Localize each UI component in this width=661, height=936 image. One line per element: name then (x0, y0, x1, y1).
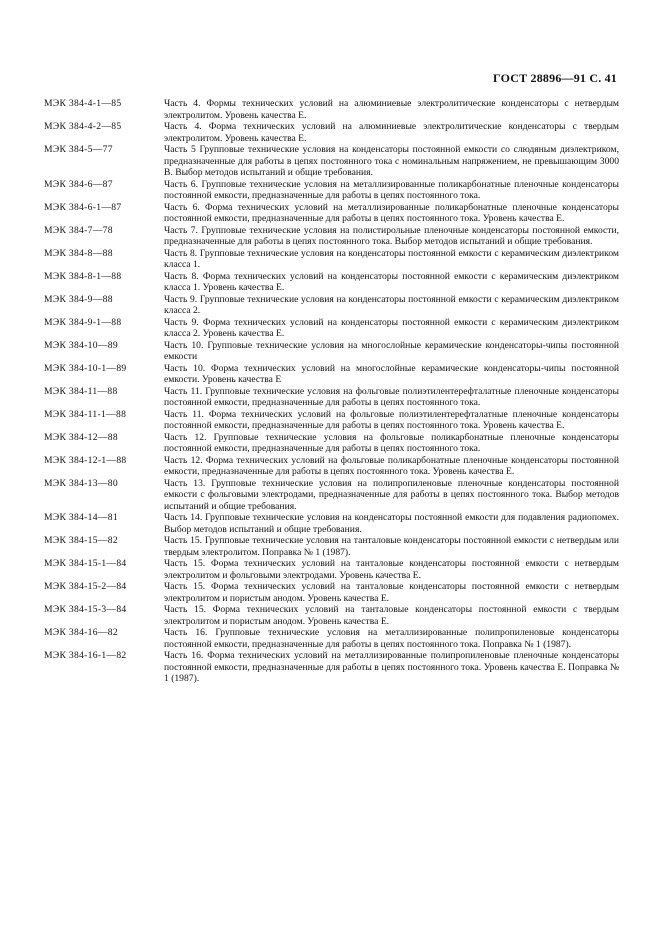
standard-description: Часть 12. Форма технических условий на фольговые поликарбонатные пленочные конденсаторы постоянной емкости, предназначенные для работы в цепях постоянного тока. Уровень качества Е. (164, 454, 619, 477)
standard-description: Часть 8. Групповые технические условия на конденсаторы постоянной емкости с керамическим диэлектриком класса 1. (164, 247, 619, 270)
list-item (44, 363, 619, 386)
standard-description: Часть 10. Форма технических условий на многослойные керамические конденсаторы-чипы постоянной емкости. Уровень качества Е (164, 362, 619, 385)
list-item (44, 271, 619, 294)
list-item (44, 432, 619, 455)
standard-code: МЭК 384-4-2—85 (44, 121, 122, 132)
list-item (44, 144, 619, 179)
list-item (44, 340, 619, 363)
list-item (44, 202, 619, 225)
standard-code: МЭК 384-16-1—82 (44, 650, 127, 661)
standard-description: Часть 12. Групповые технические условия на фольговые поликарбонатные пленочные конденсаторы постоянной емкости, предназначенные для работы в цепях постоянного тока. (164, 431, 619, 454)
standard-code: МЭК 384-7—78 (44, 224, 113, 236)
standard-code: МЭК 384-16—82 (44, 627, 118, 638)
standard-code: МЭК 384-15-3—84 (44, 604, 127, 615)
list-item (44, 386, 619, 409)
standard-description: Часть 14. Групповые технические условия на конденсаторы постоянной емкости для подавления радиопомех. Выбор методов испытаний и общие требования. (164, 512, 619, 535)
list-item (44, 535, 619, 558)
list-item (44, 248, 619, 271)
list-item (44, 294, 619, 317)
list-item (44, 317, 619, 340)
list-item (44, 650, 619, 685)
list-item (44, 627, 619, 650)
standard-code: МЭК 384-14—81 (44, 512, 118, 523)
standard-code: МЭК 384-15—82 (44, 535, 118, 546)
standard-description: Часть 4. Форма технических условий на алюминиевые электролитические конденсаторы с твердым электролитом. Уровень качества Е. (164, 121, 619, 144)
standards-list (44, 98, 619, 685)
standard-code: МЭК 384-8-1—88 (44, 270, 122, 282)
list-item (44, 225, 619, 248)
standard-description: Часть 5 Групповые технические условия на конденсаторы постоянной емкости со слюдяным диэлектриком, предназначенные для работы в цепях постоянного тока с номинальным напряжением, не превышающим 3000 В. Выбор методов испытаний и общие требования. (164, 144, 619, 178)
list-item (44, 409, 619, 432)
standard-description: Часть 6. Групповые технические условия на металлизированные поликарбонатные пленочные конденсаторы постоянной емкости, предназначенные для работы в цепях постоянного тока. (164, 178, 619, 201)
standard-code: МЭК 384-12-1—88 (44, 454, 127, 466)
standard-description: Часть 13. Групповые технические условия на полипропиленовые пленочные конденсаторы постоянной емкости с фольговыми электродами, предназначенные для работы в цепях постоянного тока. Выбор методов испытаний и общие требования. (164, 477, 619, 512)
standard-description: Часть 11. Форма технических условий на фольговые полиэтилентерефталатные пленочные конденсаторы постоянной емкости, предназначенные для работы в цепях постоянного тока. Уровень качества Е. (164, 408, 619, 431)
standard-code: МЭК 384-6—87 (44, 178, 113, 190)
standard-description: Часть 15. Групповые технические условия на танталовые конденсаторы постоянной емкости с нетвердым или твердым электролитом. Поправка № 1 (1987). (164, 535, 619, 558)
standard-description: Часть 8. Форма технических условий на конденсаторы постоянной емкости с керамическим диэлектриком класса 1. Уровень качества Е. (164, 270, 619, 293)
list-item (44, 179, 619, 202)
page-header: ГОСТ 28896—91 С. 41 (493, 71, 617, 85)
list-item (44, 478, 619, 513)
standard-description: Часть 15. Форма технических условий на танталовые конденсаторы постоянной емкости с твердым электролитом и пористым анодом. Уровень качества Е. (164, 604, 619, 627)
standard-code: МЭК 384-11-1—88 (44, 408, 127, 420)
standard-description: Часть 6. Форма технических условий на металлизированные поликарбонатные пленочные конденсаторы постоянной емкости, предназначенные для работы в цепях постоянного тока. Уровень качества Е. (164, 201, 619, 224)
standard-description: Часть 10. Групповые технические условия на многослойные керамические конденсаторы-чипы постоянной емкости (164, 339, 619, 362)
standard-code: МЭК 384-15-1—84 (44, 558, 127, 569)
standard-code: МЭК 384-8—88 (44, 247, 113, 259)
standard-code: МЭК 384-13—80 (44, 477, 118, 489)
standard-description: Часть 16. Групповые технические условия на металлизированные полипропиленовые конденсаторы постоянной емкости, предназначенные для работы в цепях постоянного тока. Поправка № 1 (1987). (164, 627, 619, 650)
standard-description: Часть 15. Форма технических условий на танталовые конденсаторы постоянной емкости с нетвердым электролитом и пористым анодом. Уровень качества Е. (164, 581, 619, 604)
list-item (44, 512, 619, 535)
standard-description: Часть 9. Групповые технические условия на конденсаторы постоянной емкости с керамическим диэлектриком класса 2. (164, 293, 619, 316)
standard-code: МЭК 384-5—77 (44, 144, 113, 155)
standard-description: Часть 4. Формы технических условий на алюминиевые электролитические конденсаторы с нетвердым электролитом. Уровень качества Е. (164, 98, 619, 121)
standard-description: Часть 9. Форма технических условий на конденсаторы постоянной емкости с керамическим диэлектриком класса 2. Уровень качества Е. (164, 316, 619, 339)
standard-description: Часть 11. Групповые технические условия на фольговые полиэтилентерефталатные пленочные конденсаторы постоянной емкости, предназначенные для работы в цепях постоянного тока. (164, 385, 619, 408)
list-item (44, 558, 619, 581)
standard-description: Часть 15. Форма технических условий на танталовые конденсаторы постоянной емкости с нетвердым электролитом и фольговыми электродами. Уровень качества Е. (164, 558, 619, 581)
list-item (44, 604, 619, 627)
standard-code: МЭК 384-10-1—89 (44, 362, 127, 374)
standard-description: Часть 16. Форма технических условий на металлизированные полипропиленовые пленочные конденсаторы постоянной емкости, предназначенные для работы в цепях постоянного тока. Уровень качества Е. Поправка № 1 (1987). (164, 650, 619, 684)
standard-code: МЭК 384-10—89 (44, 339, 118, 351)
standard-code: МЭК 384-11—88 (44, 385, 118, 397)
list-item (44, 98, 619, 121)
standard-code: МЭК 384-15-2—84 (44, 581, 127, 592)
standard-code: МЭК 384-6-1—87 (44, 201, 122, 213)
list-item (44, 121, 619, 144)
list-item (44, 455, 619, 478)
standard-description: Часть 7. Групповые технические условия на полистирольные пленочные конденсаторы постоянной емкости, предназначенные для работы в цепях постоянного тока. Выбор методов испытаний и общие требования. (164, 224, 619, 247)
standard-code: МЭК 384-9-1—88 (44, 316, 122, 328)
standard-code: МЭК 384-9—88 (44, 293, 113, 305)
list-item (44, 581, 619, 604)
standard-code: МЭК 384-4-1—85 (44, 98, 122, 109)
standard-code: МЭК 384-12—88 (44, 431, 118, 443)
